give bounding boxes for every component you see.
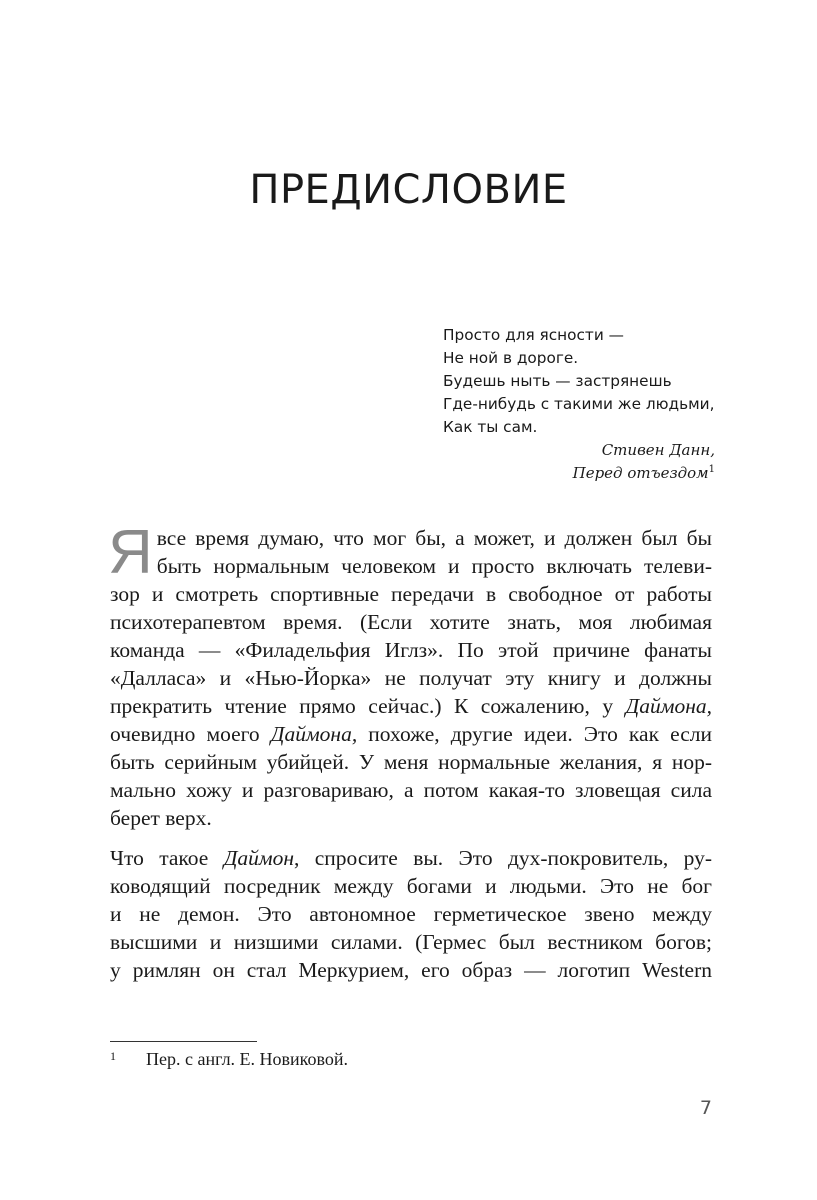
text-line: быть серийным убийцей. У меня нормальные желания, я нор-: [110, 750, 712, 774]
paragraph: [108, 518, 712, 832]
text-line: [110, 844, 712, 872]
text-line: команда — «Филадельфия Иглз». По этой причине фанаты: [110, 638, 712, 662]
text-run: Что такое: [110, 846, 224, 870]
epigraph-author: Стивен Данн,: [601, 441, 715, 459]
text-run: очевидно моего: [110, 722, 271, 746]
footnote-number: 1: [110, 1049, 116, 1063]
text-line: быть нормальным человеком и просто включать телеви-: [156, 554, 712, 578]
text-run: , спросите вы. Это дух-покровитель, ру-: [294, 846, 713, 870]
text-line: все время думаю, что мог бы, а может, и должен был бы: [156, 526, 712, 550]
text-line: ководящий посредник между богами и людьми. Это не бог: [110, 874, 712, 898]
text-run: похоже, другие идеи. Это как если: [357, 722, 712, 746]
text-line: берет верх.: [110, 806, 212, 830]
epigraph: [443, 324, 715, 485]
italic-term: Даймон: [223, 846, 295, 870]
text-line: и не демон. Это автономное герметическое звено между: [110, 902, 712, 926]
epigraph-line: Как ты сам.: [443, 418, 538, 436]
text-run: прекратить чтение прямо сейчас.) К сожалению, у: [110, 694, 626, 718]
page-number: 7: [699, 1097, 712, 1119]
footnote: [110, 1047, 348, 1071]
text-line: у римлян он стал Меркурием, его образ — логотип Western: [110, 958, 712, 982]
italic-term: Даймона,: [625, 694, 712, 718]
text-line: «Далласа» и «Нью-Йорка» не получат эту книгу и должны: [110, 666, 712, 690]
page-title: ПРЕДИСЛОВИЕ: [249, 166, 568, 213]
epigraph-line: Просто для ясности —: [443, 326, 624, 344]
epigraph-line: Будешь ныть — застрянешь: [443, 372, 672, 390]
footnote-text: Пер. с англ. Е. Новиковой.: [146, 1049, 349, 1069]
epigraph-source-title: Перед отъездом: [572, 464, 709, 482]
italic-term: Даймона,: [270, 722, 358, 746]
paragraph: [110, 844, 712, 984]
text-line: зор и смотреть спортивные передачи в свободное от работы: [110, 582, 712, 606]
text-line: мально хожу и разговариваю, а потом какая-то зловещая сила: [110, 778, 712, 802]
epigraph-source: [443, 462, 715, 485]
text-line: [110, 692, 712, 720]
body-text: [108, 518, 713, 984]
dropcap: Я: [108, 518, 153, 587]
text-line: высшими и низшими силами. (Гермес был вестником богов;: [110, 930, 712, 954]
text-line: психотерапевтом время. (Если хотите знать, моя любимая: [110, 610, 712, 634]
text-line: [110, 720, 712, 748]
epigraph-line: Где-нибудь с такими же людьми,: [443, 395, 715, 413]
epigraph-line: Не ной в дороге.: [443, 349, 579, 367]
footnote-divider: [110, 1041, 257, 1042]
footnote-ref: 1: [708, 464, 715, 475]
